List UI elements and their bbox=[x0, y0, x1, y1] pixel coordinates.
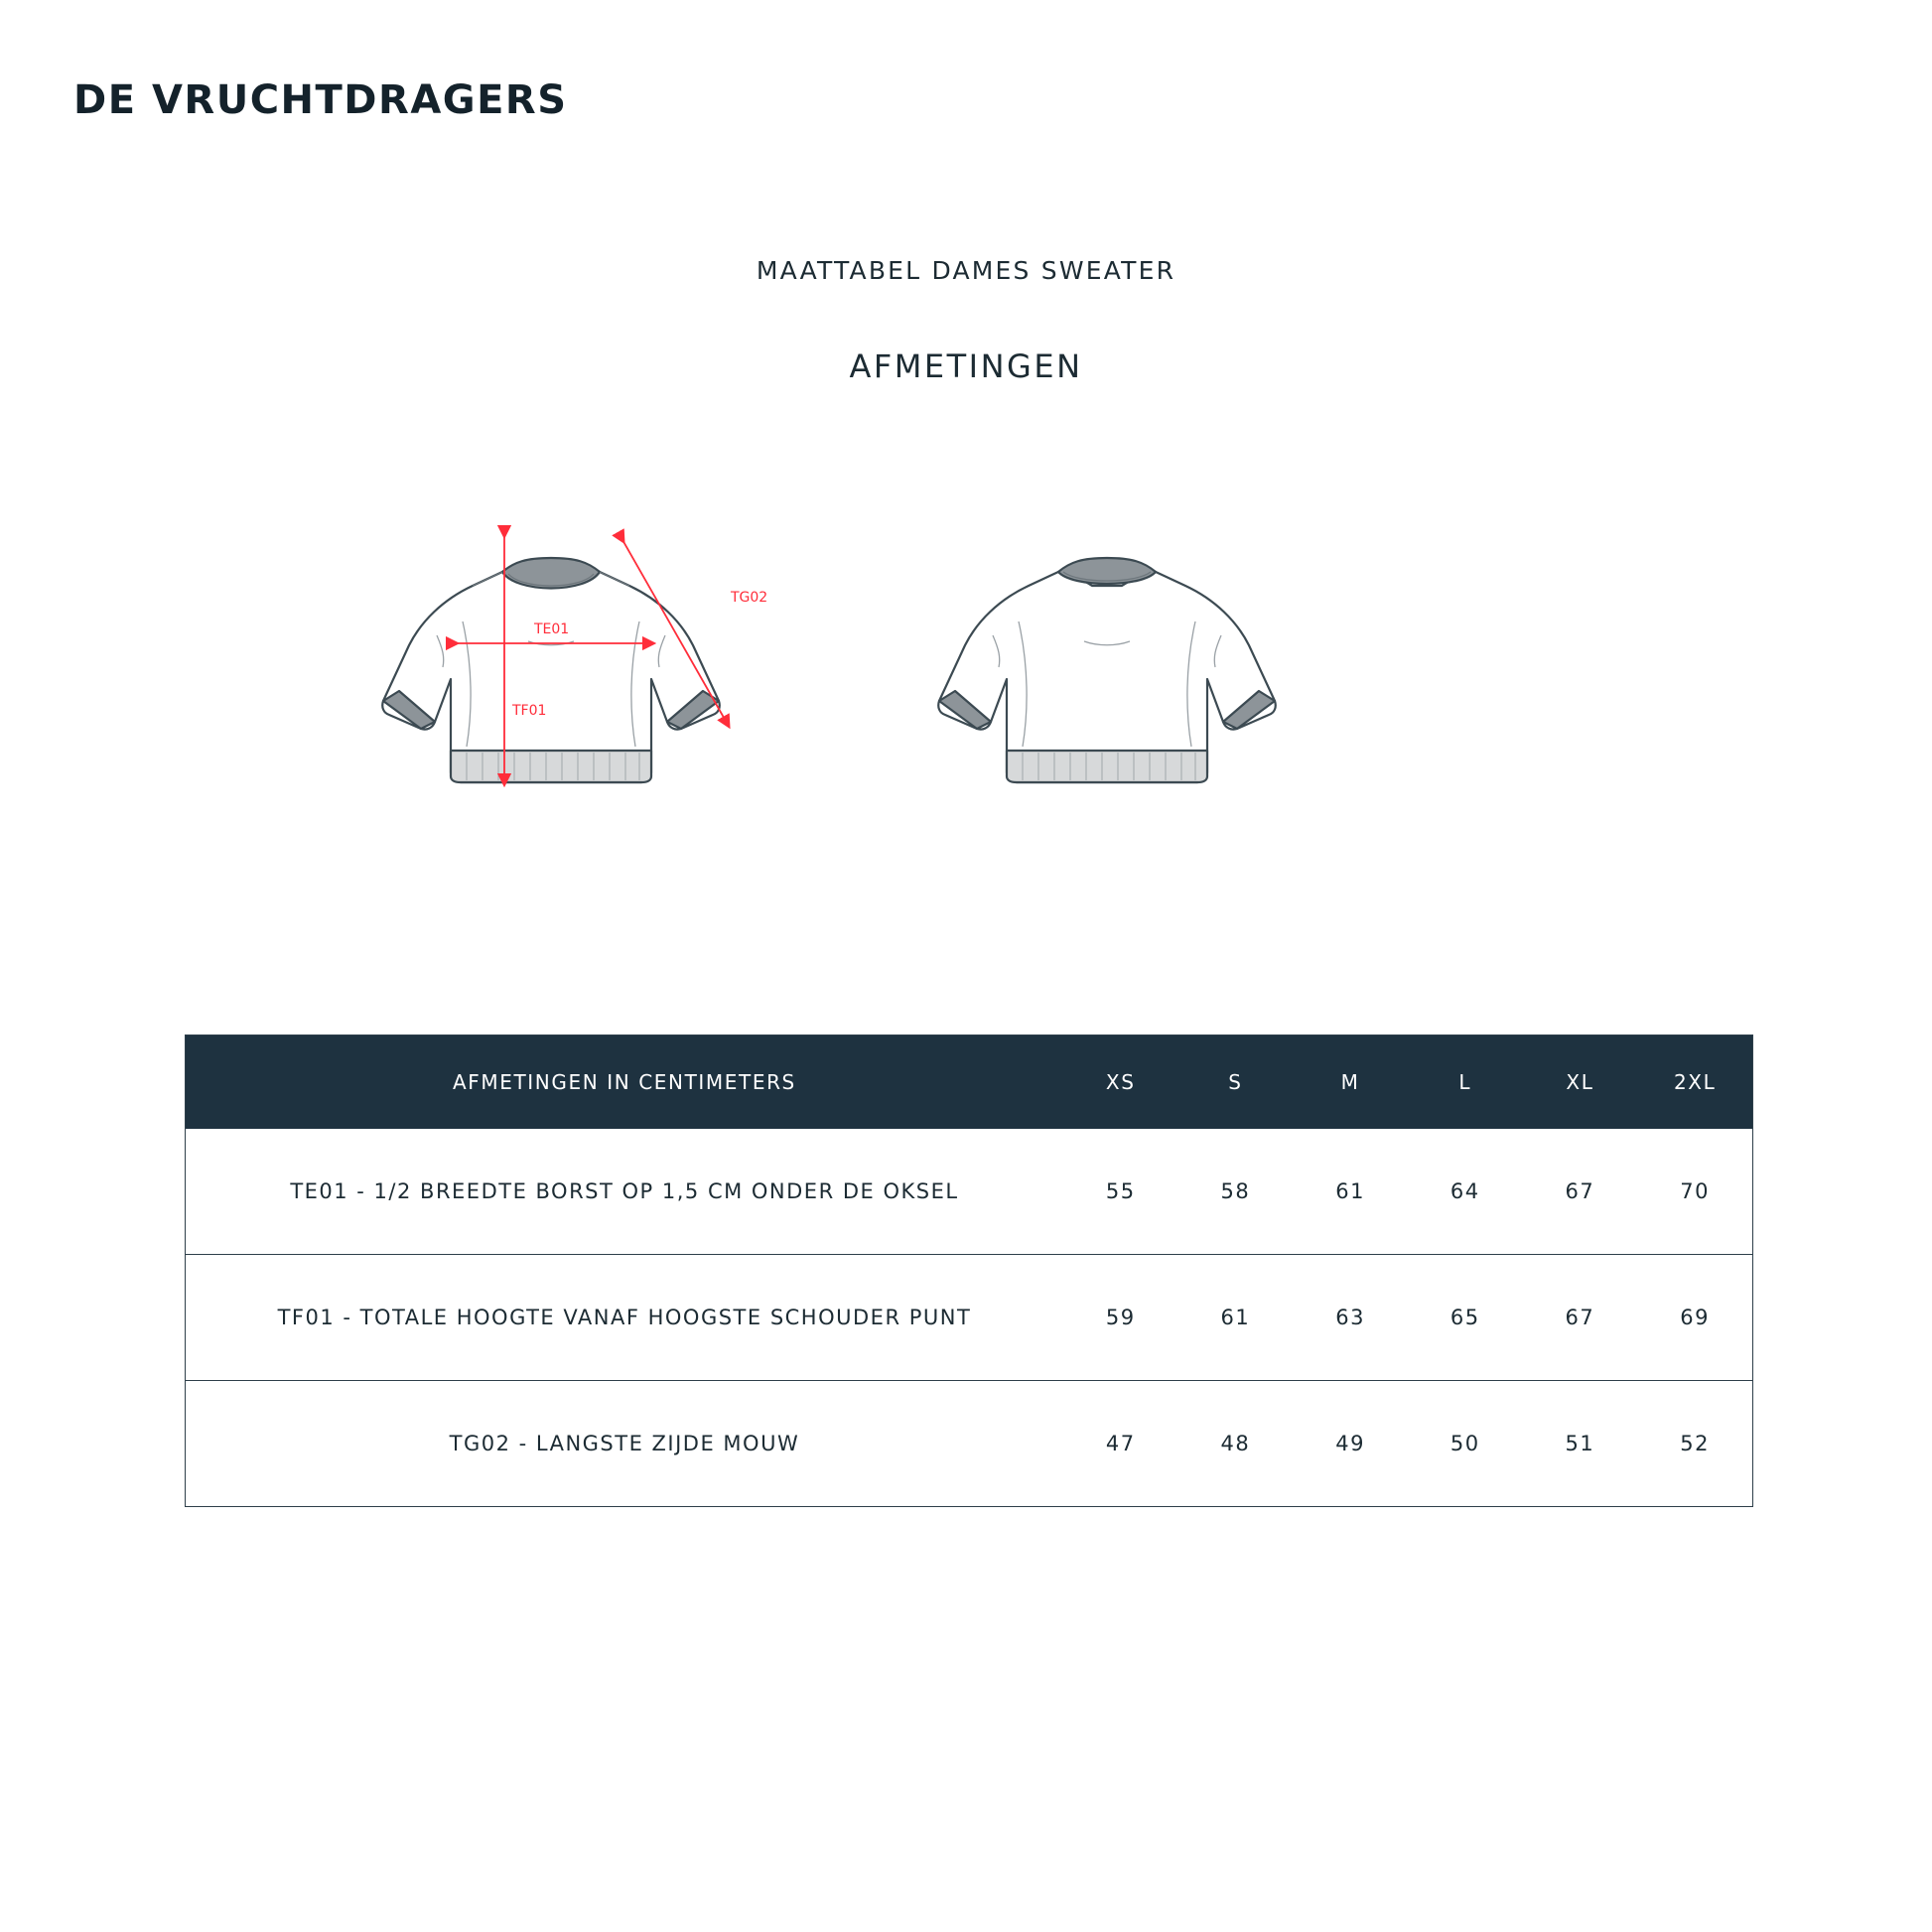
cell-value: 63 bbox=[1293, 1255, 1408, 1381]
row-description: TG02 - LANGSTE ZIJDE MOUW bbox=[186, 1381, 1063, 1507]
cell-value: 70 bbox=[1680, 1179, 1710, 1203]
size-table-container bbox=[185, 1035, 1753, 1507]
table-header-row bbox=[186, 1035, 1752, 1129]
cell-value: 64 bbox=[1449, 1179, 1480, 1203]
size-table bbox=[186, 1035, 1752, 1506]
document-subtitle: AFMETINGEN bbox=[849, 347, 1083, 385]
label-tg02: TG02 bbox=[731, 590, 768, 606]
cell-value: 51 bbox=[1523, 1381, 1638, 1507]
cell-value: 52 bbox=[1637, 1381, 1752, 1507]
row-description: TF01 - TOTALE HOOGTE VANAF HOOGSTE SCHOUDER PUNT bbox=[186, 1255, 1063, 1381]
cell-value: 48 bbox=[1178, 1381, 1294, 1507]
cell-value: 59 bbox=[1063, 1255, 1178, 1381]
cell-value: 67 bbox=[1565, 1179, 1595, 1203]
label-te01: TE01 bbox=[534, 621, 570, 637]
cell-value: 61 bbox=[1178, 1255, 1294, 1381]
sweater-front-view bbox=[382, 558, 720, 782]
cell-value: 55 bbox=[1105, 1179, 1136, 1203]
table-row bbox=[186, 1255, 1752, 1381]
header-size-l: L bbox=[1408, 1035, 1523, 1129]
header-description: AFMETINGEN IN CENTIMETERS bbox=[186, 1035, 1063, 1129]
cell-value: 69 bbox=[1637, 1255, 1752, 1381]
row-description: TE01 - 1/2 BREEDTE BORST OP 1,5 CM ONDER DE OKSEL bbox=[290, 1179, 959, 1203]
sweater-back-view bbox=[938, 558, 1276, 782]
cell-value: 58 bbox=[1220, 1179, 1251, 1203]
header-size-m: M bbox=[1293, 1035, 1408, 1129]
document-title: MAATTABEL DAMES SWEATER bbox=[756, 256, 1176, 285]
table-row bbox=[186, 1381, 1752, 1507]
cell-value: 61 bbox=[1335, 1179, 1365, 1203]
cell-value: 67 bbox=[1523, 1255, 1638, 1381]
header-size-xl: XL bbox=[1523, 1035, 1638, 1129]
table-row bbox=[186, 1129, 1752, 1255]
header-size-xs: XS bbox=[1063, 1035, 1178, 1129]
cell-value: 65 bbox=[1408, 1255, 1523, 1381]
cell-value: 49 bbox=[1293, 1381, 1408, 1507]
brand-logo: DE VRUCHTDRAGERS bbox=[73, 77, 568, 123]
cell-value: 50 bbox=[1408, 1381, 1523, 1507]
header-size-2xl: 2XL bbox=[1637, 1035, 1752, 1129]
garment-diagram bbox=[377, 516, 1569, 884]
header-size-s: S bbox=[1178, 1035, 1294, 1129]
cell-value: 47 bbox=[1063, 1381, 1178, 1507]
label-tf01: TF01 bbox=[512, 703, 547, 719]
